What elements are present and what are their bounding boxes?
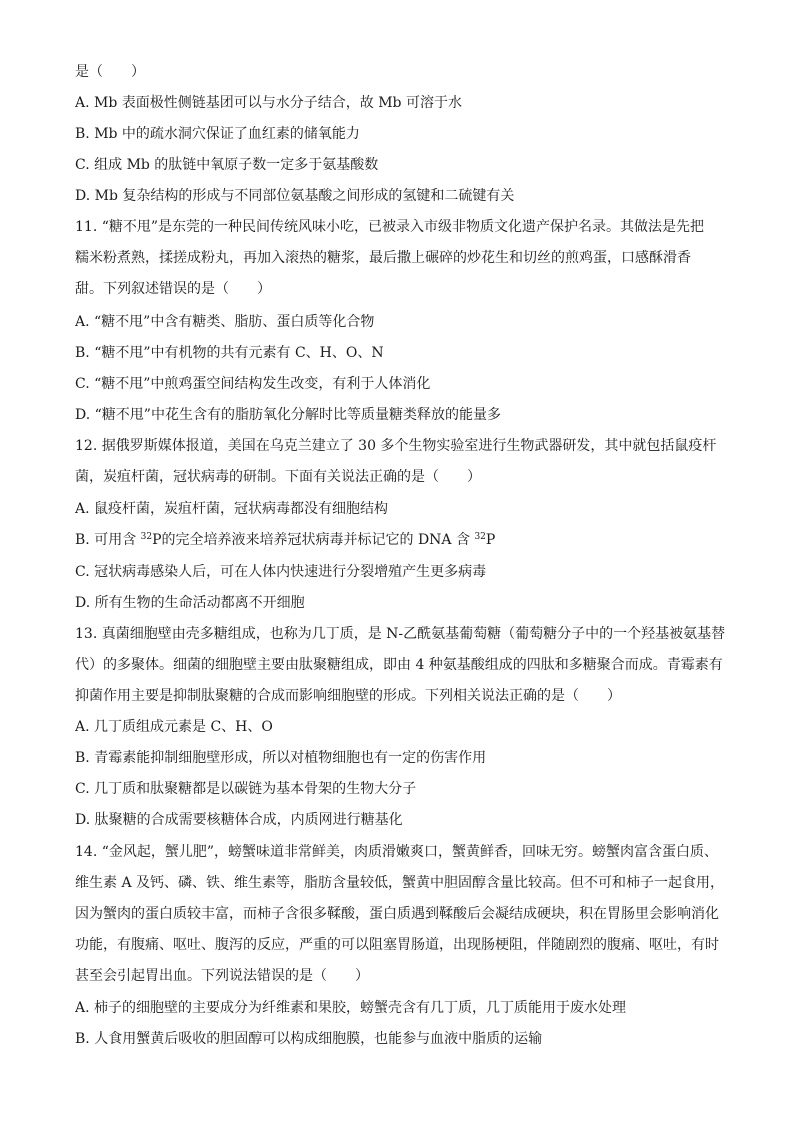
q12-option-b-superscript: 32 xyxy=(474,532,486,542)
q12-option-b-text: P的完全培养液来培养冠状病毒并标记它的 DNA 含 xyxy=(152,532,475,548)
q11-option-b: B. “糖不甩”中有机物的共有元素有 C、H、O、N xyxy=(75,345,384,361)
q10-option-c: C. 组成 Mb 的肽链中氧原子数一定多于氨基酸数 xyxy=(75,157,379,173)
q12-option-b-text: B. 可用含 xyxy=(75,532,141,548)
q10-option-a: A. Mb 表面极性侧链基团可以与水分子结合，故 Mb 可溶于水 xyxy=(75,95,462,111)
q11-stem-line: 甜。下列叙述错误的是（ ） xyxy=(75,281,271,297)
q12-option-a: A. 鼠疫杆菌，炭疽杆菌，冠状病毒都没有细胞结构 xyxy=(75,501,389,517)
q14-stem-line: 14. “金风起，蟹儿肥”，螃蟹味道非常鲜美，肉质滑嫩爽口，蟹黄鲜香，回味无穷。螃蟹肉富含蛋白质、 xyxy=(75,844,719,860)
q13-option-b: B. 青霉素能抑制细胞壁形成，所以对植物细胞也有一定的伤害作用 xyxy=(75,750,487,766)
q11-option-d: D. “糖不甩”中花生含有的脂肪氧化分解时比等质量糖类释放的能量多 xyxy=(75,407,501,423)
q14-stem-line: 因为蟹肉的蛋白质较丰富，而柿子含很多鞣酸，蛋白质遇到鞣酸后会凝结成硬块，积在胃肠里会影响消化 xyxy=(75,906,719,922)
q10-option-d: D. Mb 复杂结构的形成与不同部位氨基酸之间形成的氢键和二硫键有关 xyxy=(75,188,515,204)
q10-stem-tail: 是（ ） xyxy=(75,64,145,80)
q12-option-b xyxy=(75,531,725,549)
q12-option-d: D. 所有生物的生命活动都离不开细胞 xyxy=(75,595,305,611)
q10-option-b: B. Mb 中的疏水洞穴保证了血红素的储氧能力 xyxy=(75,126,360,142)
q13-stem-line: 抑菌作用主要是抑制肽聚糖的合成而影响细胞壁的形成。下列相关说法正确的是（ ） xyxy=(75,688,621,704)
q12-option-b-text: P xyxy=(485,532,496,548)
q14-stem-line: 功能，有腹痛、呕吐、腹泻的反应，严重的可以阻塞胃肠道，出现肠梗阻，伴随剧烈的腹痛、呕吐，有时 xyxy=(75,937,719,953)
q11-option-c: C. “糖不甩”中煎鸡蛋空间结构发生改变，有利于人体消化 xyxy=(75,376,431,392)
q13-stem-line: 13. 真菌细胞壁由壳多糖组成，也称为几丁质，是 N-乙酰氨基葡萄糖（葡萄糖分子中的一个羟基被氨基替 xyxy=(75,626,725,642)
q13-option-d: D. 肽聚糖的合成需要核糖体合成，内质网进行糖基化 xyxy=(75,812,403,828)
q14-option-a: A. 柿子的细胞壁的主要成分为纤维素和果胶，螃蟹壳含有几丁质，几丁质能用于废水处理 xyxy=(75,1000,627,1016)
q11-stem-line: 11. “糖不甩”是东莞的一种民间传统风味小吃，已被录入市级非物质文化遗产保护名录。其做法是先把 xyxy=(75,219,705,235)
q12-option-c: C. 冠状病毒感染人后，可在人体内快速进行分裂增殖产生更多病毒 xyxy=(75,564,487,580)
q11-stem-line: 糯米粉煮熟，揉搓成粉丸，再加入滚热的糖浆，最后撒上碾碎的炒花生和切丝的煎鸡蛋，口感酥滑香 xyxy=(75,250,691,266)
q14-stem-line: 维生素 A 及钙、磷、铁、维生素等，脂肪含量较低，蟹黄中胆固醇含量比较高。但不可和柿子一起食用， xyxy=(75,875,725,891)
q12-stem-line: 12. 据俄罗斯媒体报道，美国在乌克兰建立了 30 多个生物实验室进行生物武器研发，其中就包括鼠疫杆 xyxy=(75,438,717,454)
q14-stem-line: 甚至会引起胃出血。下列说法错误的是（ ） xyxy=(75,968,369,984)
q13-stem-line: 代）的多聚体。细菌的细胞壁主要由肽聚糖组成，即由 4 种氨基酸组成的四肽和多糖聚合而成。青霉素有 xyxy=(75,657,723,673)
q13-option-c: C. 几丁质和肽聚糖都是以碳链为基本骨架的生物大分子 xyxy=(75,781,417,797)
q11-option-a: A. “糖不甩”中含有糖类、脂肪、蛋白质等化合物 xyxy=(75,314,375,330)
q12-stem-line: 菌，炭疽杆菌，冠状病毒的研制。下面有关说法正确的是（ ） xyxy=(75,469,481,485)
q12-option-b-superscript: 32 xyxy=(140,532,153,542)
q13-option-a: A. 几丁质组成元素是 C、H、O xyxy=(75,719,273,735)
q14-option-b: B. 人食用蟹黄后吸收的胆固醇可以构成细胞膜，也能参与血液中脂质的运输 xyxy=(75,1031,543,1047)
